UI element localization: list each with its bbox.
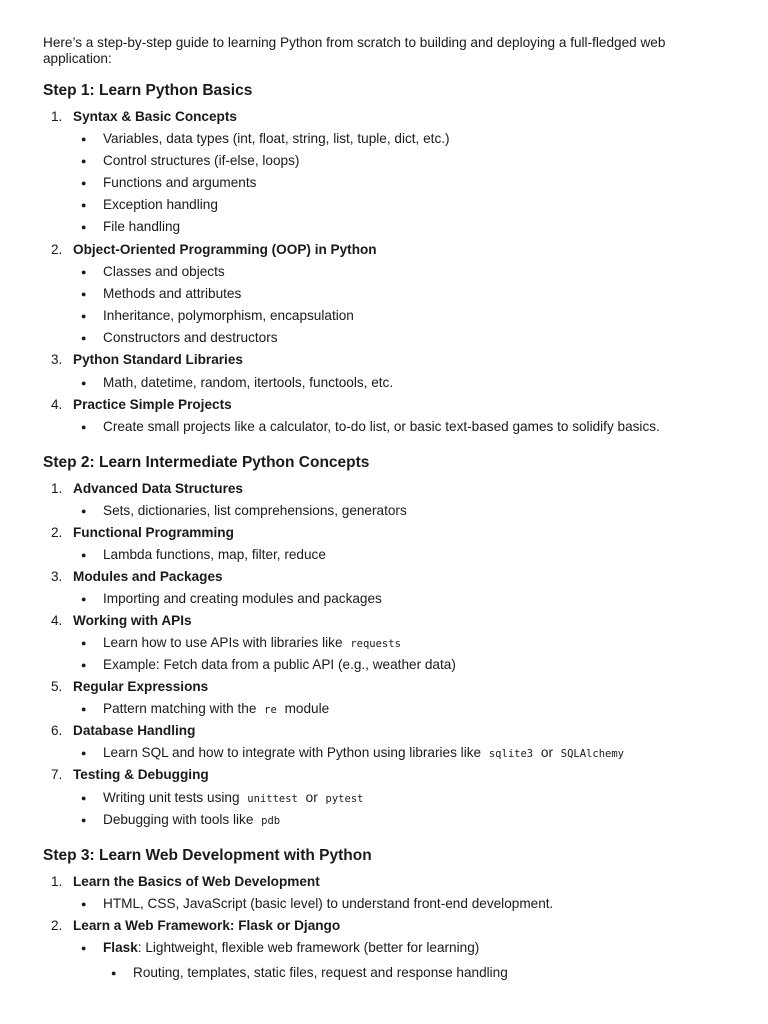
- bullet-icon: ●: [81, 660, 87, 670]
- bullet-text: HTML, CSS, JavaScript (basic level) to understand front-end development.: [103, 896, 554, 911]
- bold-term: Flask: [103, 940, 138, 955]
- bullet-text: Sets, dictionaries, list comprehensions, generators: [103, 503, 407, 518]
- bullet-text: Classes and objects: [103, 264, 225, 279]
- bullet-text-part: Debugging with tools like: [103, 812, 254, 827]
- item-title: Practice Simple Projects: [73, 397, 232, 412]
- bullet-icon: ●: [81, 178, 87, 188]
- bullet-text-part: Writing unit tests using: [103, 790, 240, 805]
- bullet-text-part: Pattern matching with the: [103, 701, 257, 716]
- inline-code: pytest: [325, 793, 364, 805]
- bullet-icon: ●: [111, 968, 117, 978]
- item-title: Regular Expressions: [73, 679, 209, 694]
- item-title: Database Handling: [73, 723, 196, 738]
- bullet-text: Variables, data types (int, float, string, list, tuple, dict, etc.): [103, 131, 450, 146]
- bullet-text: [103, 700, 329, 719]
- item-number: 1.: [51, 481, 63, 496]
- bullet-text: [103, 939, 479, 957]
- item-title: Object-Oriented Programming (OOP) in Python: [73, 242, 377, 257]
- bullet-text: Routing, templates, static files, request and response handling: [133, 965, 508, 980]
- inline-code: SQLAlchemy: [560, 748, 624, 760]
- inline-code: requests: [350, 638, 401, 650]
- bullet-text: Exception handling: [103, 197, 218, 212]
- bullet-icon: ●: [81, 289, 87, 299]
- item-title: Learn the Basics of Web Development: [73, 874, 320, 889]
- bullet-text: File handling: [103, 219, 181, 234]
- bullet-text-part: Learn SQL and how to integrate with Python using libraries like: [103, 745, 482, 760]
- bullet-text: Create small projects like a calculator, to-do list, or basic text-based games to solidify basics.: [103, 419, 660, 434]
- item-title: Modules and Packages: [73, 569, 223, 584]
- item-number: 5.: [51, 679, 63, 694]
- item-number: 2.: [51, 918, 63, 933]
- bullet-text: Control structures (if-else, loops): [103, 153, 300, 168]
- bullet-icon: ●: [81, 594, 87, 604]
- bullet-text: Math, datetime, random, itertools, functools, etc.: [103, 375, 394, 390]
- item-title: Syntax & Basic Concepts: [73, 109, 237, 124]
- bullet-text-part: module: [284, 701, 330, 716]
- bullet-icon: ●: [81, 793, 87, 803]
- item-number: 4.: [51, 613, 63, 628]
- item-title: Python Standard Libraries: [73, 352, 243, 367]
- bullet-icon: ●: [81, 311, 87, 321]
- inline-code: sqlite3: [488, 748, 534, 760]
- item-number: 3.: [51, 569, 63, 584]
- bullet-icon: ●: [81, 550, 87, 560]
- bullet-icon: ●: [81, 422, 87, 432]
- item-title: Learn a Web Framework: Flask or Django: [73, 918, 341, 933]
- bullet-icon: ●: [81, 815, 87, 825]
- bullet-text: [103, 789, 367, 808]
- bullet-icon: ●: [81, 943, 87, 953]
- bullet-icon: ●: [81, 899, 87, 909]
- bullet-text: Lambda functions, map, filter, reduce: [103, 547, 326, 562]
- bullet-icon: ●: [81, 748, 87, 758]
- item-number: 2.: [51, 242, 63, 257]
- bullet-icon: ●: [81, 200, 87, 210]
- item-number: 3.: [51, 352, 63, 367]
- item-title: Testing & Debugging: [73, 767, 209, 782]
- bullet-icon: ●: [81, 222, 87, 232]
- bullet-icon: ●: [81, 506, 87, 516]
- bullet-text: Inheritance, polymorphism, encapsulation: [103, 308, 354, 323]
- bullet-icon: ●: [81, 134, 87, 144]
- bullet-icon: ●: [81, 333, 87, 343]
- bullet-text: [103, 811, 284, 830]
- bullet-text: [103, 744, 628, 763]
- bullet-text: Functions and arguments: [103, 175, 257, 190]
- bullet-icon: ●: [81, 378, 87, 388]
- step-2-heading: Step 2: Learn Intermediate Python Concepts: [43, 454, 370, 471]
- item-number: 2.: [51, 525, 63, 540]
- bullet-text: Importing and creating modules and packages: [103, 591, 382, 606]
- bullet-text-part: Learn how to use APIs with libraries like: [103, 635, 343, 650]
- item-number: 1.: [51, 874, 63, 889]
- item-number: 4.: [51, 397, 63, 412]
- item-number: 6.: [51, 723, 63, 738]
- item-number: 1.: [51, 109, 63, 124]
- step-1-heading: Step 1: Learn Python Basics: [43, 82, 253, 99]
- bullet-icon: ●: [81, 704, 87, 714]
- inline-code: pdb: [261, 815, 281, 827]
- item-title: Working with APIs: [73, 613, 192, 628]
- item-title: Advanced Data Structures: [73, 481, 243, 496]
- intro-paragraph: Here’s a step-by-step guide to learning Python from scratch to building and deploying a full-fledged web application:: [43, 35, 666, 66]
- inline-code: re: [264, 704, 277, 716]
- bullet-text: Constructors and destructors: [103, 330, 278, 345]
- bullet-text-part: or: [540, 745, 553, 760]
- bullet-text: Example: Fetch data from a public API (e.g., weather data): [103, 657, 456, 672]
- bullet-text-part: or: [305, 790, 318, 805]
- bullet-icon: ●: [81, 267, 87, 277]
- inline-code: unittest: [247, 793, 298, 805]
- bullet-text: [103, 634, 405, 653]
- bullet-icon: ●: [81, 156, 87, 166]
- bullet-text-part: : Lightweight, flexible web framework (better for learning): [137, 940, 480, 955]
- item-number: 7.: [51, 767, 63, 782]
- bullet-icon: ●: [81, 638, 87, 648]
- bullet-text: Methods and attributes: [103, 286, 242, 301]
- item-title: Functional Programming: [73, 525, 234, 540]
- step-3-heading: Step 3: Learn Web Development with Python: [43, 847, 372, 864]
